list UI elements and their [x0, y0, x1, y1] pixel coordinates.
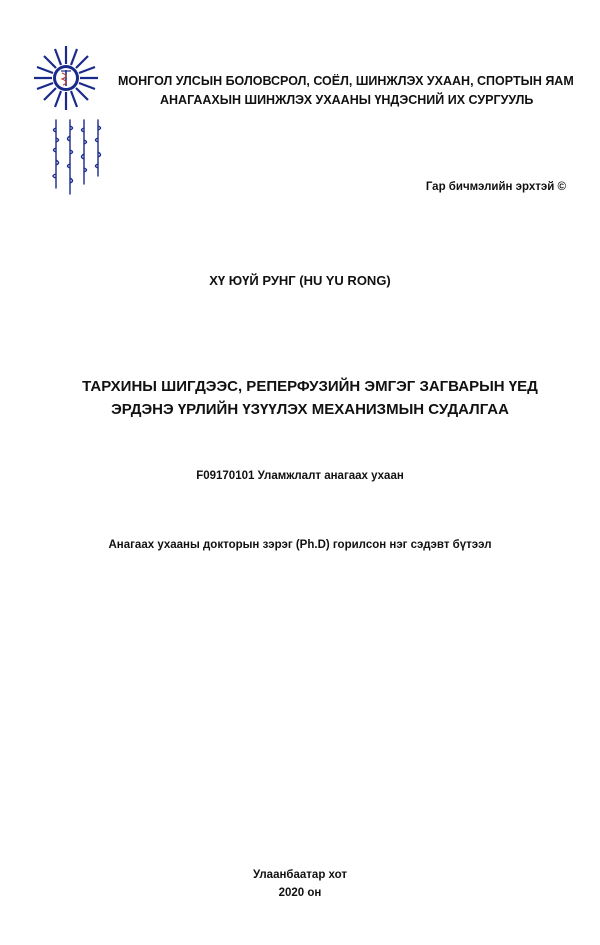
- year: 2020 он: [278, 887, 322, 899]
- ministry-name: МОНГОЛ УЛСЫН БОЛОВСРОЛ, СОЁЛ, ШИНЖЛЭХ УХААН, СПОРТЫН ЯАМ: [118, 74, 574, 88]
- mongolian-script-icon: [44, 118, 110, 200]
- city-name: Улаанбаатар хот: [252, 869, 348, 881]
- specialty-code: F09170101 Уламжлалт анагаах ухаан: [196, 470, 404, 482]
- degree-statement: Анагаах ухааны докторын зэрэг (Ph.D) горилсон нэг сэдэвт бүтээл: [108, 539, 492, 551]
- university-emblem-icon: [33, 45, 99, 111]
- place-and-year: [0, 866, 600, 902]
- ministry-header: [118, 72, 588, 110]
- university-name: АНАГААХЫН ШИНЖЛЭХ УХААНЫ ҮНДЭСНИЙ ИХ СУРГУУЛЬ: [160, 93, 534, 107]
- author-name: ХҮ ЮҮЙ РУНГ (HU YU RONG): [209, 273, 391, 288]
- title-line-2: ЭРДЭНЭ ҮРЛИЙН ҮЗҮҮЛЭХ МЕХАНИЗМЫН СУДАЛГАА: [111, 401, 509, 418]
- copyright-notice: Гар бичмэлийн эрхтэй ©: [425, 181, 566, 193]
- title-line-1: ТАРХИНЫ ШИГДЭЭС, РЕПЕРФУЗИЙН ЭМГЭГ ЗАГВАРЫН ҮЕД: [82, 378, 538, 395]
- dissertation-title: [40, 375, 580, 421]
